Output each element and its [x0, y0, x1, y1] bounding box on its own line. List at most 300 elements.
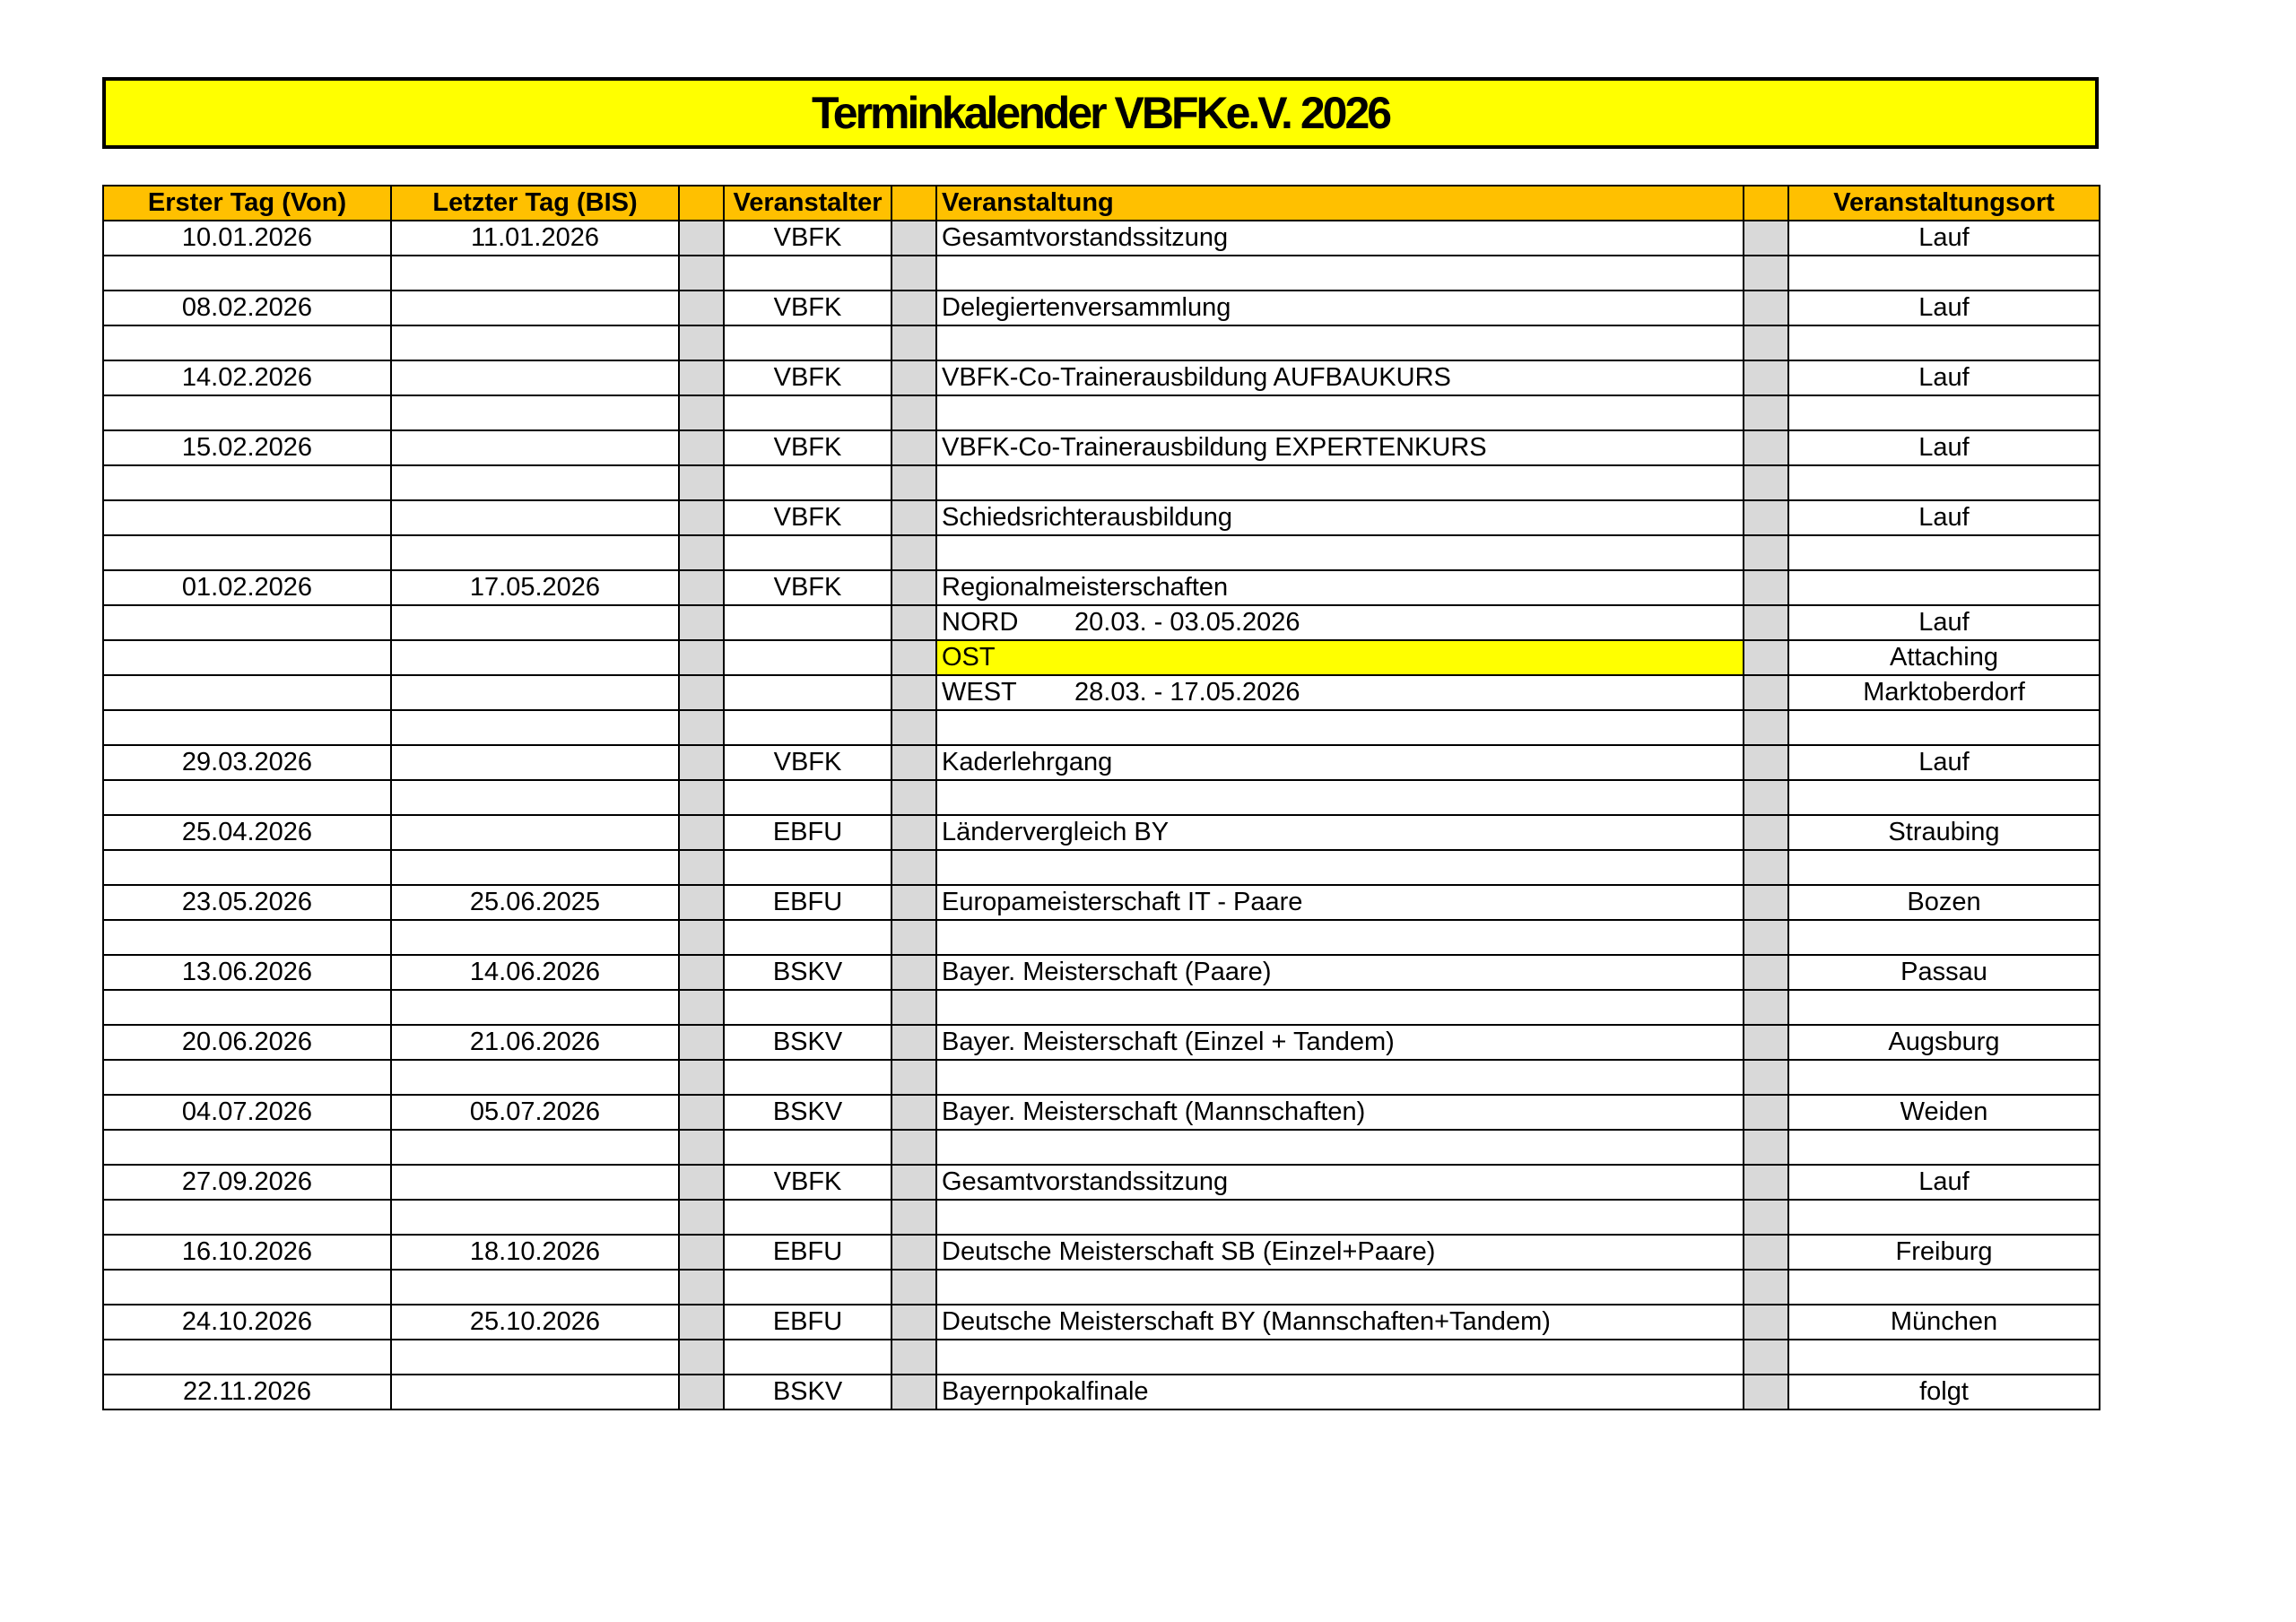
event-cell [936, 1270, 1744, 1305]
table-row [103, 1025, 2100, 1060]
organizer-cell: VBFK [724, 570, 891, 605]
from-date-cell: 14.02.2026 [103, 360, 391, 395]
spacer-cell [679, 395, 724, 430]
event-cell: Delegiertenversammlung [936, 291, 1744, 325]
spacer-cell [891, 1270, 936, 1305]
to-date-cell [391, 1060, 679, 1095]
organizer-cell [724, 780, 891, 815]
location-cell: Bozen [1788, 885, 2100, 920]
spacer-cell [891, 990, 936, 1025]
event-cell: Bayer. Meisterschaft (Einzel + Tandem) [936, 1025, 1744, 1060]
table-row [103, 570, 2100, 605]
spacer-cell [1744, 745, 1788, 780]
spacer-cell [679, 500, 724, 535]
organizer-cell [724, 850, 891, 885]
from-date-cell: 16.10.2026 [103, 1235, 391, 1270]
spacer-cell [1744, 256, 1788, 291]
location-cell [1788, 1270, 2100, 1305]
organizer-cell [724, 256, 891, 291]
event-cell: Ländervergleich BY [936, 815, 1744, 850]
spacer-cell [679, 780, 724, 815]
spacer-cell [1744, 465, 1788, 500]
spacer-cell [891, 640, 936, 675]
table-row [103, 360, 2100, 395]
spacer-cell [1744, 920, 1788, 955]
region-label: OST [942, 643, 996, 672]
to-date-cell: 25.06.2025 [391, 885, 679, 920]
to-date-cell [391, 1165, 679, 1200]
spacer-cell [1744, 990, 1788, 1025]
table-row [103, 500, 2100, 535]
spacer-cell [679, 815, 724, 850]
spacer-cell [1744, 1305, 1788, 1340]
to-date-cell: 11.01.2026 [391, 221, 679, 256]
location-cell [1788, 395, 2100, 430]
to-date-cell [391, 430, 679, 465]
event-cell [936, 675, 1744, 710]
spacer-cell [891, 1095, 936, 1130]
spacer-cell [679, 675, 724, 710]
table-row [103, 1060, 2100, 1095]
spacer-cell [679, 430, 724, 465]
event-cell [936, 325, 1744, 360]
location-cell [1788, 920, 2100, 955]
from-date-cell: 15.02.2026 [103, 430, 391, 465]
event-cell [936, 465, 1744, 500]
event-cell [936, 1130, 1744, 1165]
spacer-cell [891, 885, 936, 920]
event-cell [936, 710, 1744, 745]
location-cell [1788, 850, 2100, 885]
event-cell [936, 920, 1744, 955]
spacer-cell [1744, 291, 1788, 325]
from-date-cell [103, 850, 391, 885]
event-cell: VBFK-Co-Trainerausbildung AUFBAUKURS [936, 360, 1744, 395]
spacer-cell [679, 1340, 724, 1375]
spacer-cell [1744, 1025, 1788, 1060]
location-cell [1788, 1200, 2100, 1235]
event-cell [936, 256, 1744, 291]
organizer-cell: BSKV [724, 1095, 891, 1130]
location-cell: Augsburg [1788, 1025, 2100, 1060]
spacer-cell [679, 745, 724, 780]
spacer-cell [1744, 955, 1788, 990]
spacer-cell [891, 500, 936, 535]
spacer-cell [1744, 1375, 1788, 1409]
organizer-cell: BSKV [724, 1375, 891, 1409]
spacer-cell [679, 465, 724, 500]
spacer-cell [891, 815, 936, 850]
spacer-cell [1744, 1200, 1788, 1235]
to-date-cell [391, 465, 679, 500]
spacer-cell [1744, 1130, 1788, 1165]
organizer-cell [724, 1270, 891, 1305]
location-cell: München [1788, 1305, 2100, 1340]
spacer-cell [679, 1305, 724, 1340]
organizer-cell [724, 640, 891, 675]
location-cell [1788, 535, 2100, 570]
organizer-cell [724, 675, 891, 710]
table-row [103, 1340, 2100, 1375]
from-date-cell [103, 500, 391, 535]
spacer-cell [1744, 325, 1788, 360]
spacer-cell [891, 1025, 936, 1060]
organizer-cell [724, 1060, 891, 1095]
from-date-cell: 01.02.2026 [103, 570, 391, 605]
event-cell: Deutsche Meisterschaft BY (Mannschaften+Tandem) [936, 1305, 1744, 1340]
from-date-cell: 27.09.2026 [103, 1165, 391, 1200]
location-cell: Lauf [1788, 500, 2100, 535]
to-date-cell [391, 920, 679, 955]
organizer-cell: VBFK [724, 1165, 891, 1200]
spacer-cell [679, 1235, 724, 1270]
header-organizer: Veranstalter [724, 186, 891, 221]
spacer-cell [679, 1025, 724, 1060]
spacer-cell [679, 640, 724, 675]
spacer-cell [1744, 1095, 1788, 1130]
table-row [103, 291, 2100, 325]
to-date-cell [391, 500, 679, 535]
spacer-cell [679, 885, 724, 920]
from-date-cell: 20.06.2026 [103, 1025, 391, 1060]
organizer-cell [724, 990, 891, 1025]
organizer-cell: VBFK [724, 221, 891, 256]
to-date-cell [391, 675, 679, 710]
table-row [103, 885, 2100, 920]
from-date-cell [103, 325, 391, 360]
spacer-cell [1744, 605, 1788, 640]
from-date-cell [103, 535, 391, 570]
organizer-cell: EBFU [724, 1305, 891, 1340]
table-row [103, 1305, 2100, 1340]
to-date-cell [391, 990, 679, 1025]
spacer-cell [891, 395, 936, 430]
to-date-cell: 21.06.2026 [391, 1025, 679, 1060]
event-cell: Gesamtvorstandssitzung [936, 221, 1744, 256]
table-row [103, 675, 2100, 710]
location-cell [1788, 710, 2100, 745]
spacer-cell [891, 1305, 936, 1340]
location-cell [1788, 1340, 2100, 1375]
organizer-cell [724, 605, 891, 640]
from-date-cell [103, 465, 391, 500]
event-cell: Bayer. Meisterschaft (Paare) [936, 955, 1744, 990]
spacer-cell [679, 955, 724, 990]
event-cell: VBFK-Co-Trainerausbildung EXPERTENKURS [936, 430, 1744, 465]
location-cell [1788, 1060, 2100, 1095]
table-row [103, 1130, 2100, 1165]
location-cell: Weiden [1788, 1095, 2100, 1130]
to-date-cell: 05.07.2026 [391, 1095, 679, 1130]
organizer-cell: VBFK [724, 360, 891, 395]
spacer-cell [1744, 780, 1788, 815]
event-cell [936, 1340, 1744, 1375]
table-row [103, 815, 2100, 850]
to-date-cell [391, 360, 679, 395]
spacer-cell [1744, 500, 1788, 535]
spacer-cell [891, 535, 936, 570]
from-date-cell [103, 990, 391, 1025]
to-date-cell [391, 395, 679, 430]
spacer-cell [891, 780, 936, 815]
organizer-cell: EBFU [724, 815, 891, 850]
spacer-cell [1744, 1060, 1788, 1095]
from-date-cell [103, 256, 391, 291]
table-row [103, 325, 2100, 360]
spacer-cell [679, 850, 724, 885]
organizer-cell: BSKV [724, 1025, 891, 1060]
table-row [103, 640, 2100, 675]
spacer-cell [891, 570, 936, 605]
spacer-cell [679, 710, 724, 745]
spacer-cell [891, 850, 936, 885]
spacer-cell [891, 745, 936, 780]
from-date-cell: 25.04.2026 [103, 815, 391, 850]
spacer-cell [891, 1200, 936, 1235]
event-cell [936, 640, 1744, 675]
spacer-cell [679, 291, 724, 325]
header-row [103, 186, 2100, 221]
organizer-cell [724, 1200, 891, 1235]
location-cell [1788, 465, 2100, 500]
organizer-cell [724, 465, 891, 500]
organizer-cell [724, 325, 891, 360]
from-date-cell: 22.11.2026 [103, 1375, 391, 1409]
organizer-cell: VBFK [724, 430, 891, 465]
spacer-cell [679, 1130, 724, 1165]
spacer-cell [1744, 1165, 1788, 1200]
from-date-cell [103, 395, 391, 430]
to-date-cell [391, 745, 679, 780]
to-date-cell [391, 815, 679, 850]
organizer-cell: VBFK [724, 745, 891, 780]
organizer-cell: VBFK [724, 500, 891, 535]
location-cell [1788, 325, 2100, 360]
spacer-cell [891, 1235, 936, 1270]
table-row [103, 221, 2100, 256]
spacer-cell [891, 920, 936, 955]
from-date-cell [103, 675, 391, 710]
event-cell [936, 605, 1744, 640]
location-cell: Marktoberdorf [1788, 675, 2100, 710]
region-dates: 28.03. - 17.05.2026 [1074, 678, 1300, 707]
location-cell [1788, 990, 2100, 1025]
to-date-cell: 14.06.2026 [391, 955, 679, 990]
event-cell [936, 990, 1744, 1025]
location-cell: folgt [1788, 1375, 2100, 1409]
spacer-cell [1744, 395, 1788, 430]
spacer-cell [679, 1095, 724, 1130]
from-date-cell: 24.10.2026 [103, 1305, 391, 1340]
from-date-cell: 10.01.2026 [103, 221, 391, 256]
spacer-cell [1744, 1235, 1788, 1270]
to-date-cell: 18.10.2026 [391, 1235, 679, 1270]
organizer-cell: BSKV [724, 955, 891, 990]
table-row [103, 430, 2100, 465]
from-date-cell [103, 1340, 391, 1375]
region-dates: 20.03. - 03.05.2026 [1074, 608, 1300, 637]
event-cell: Gesamtvorstandssitzung [936, 1165, 1744, 1200]
spacer-cell [679, 186, 724, 221]
spacer-cell [679, 1200, 724, 1235]
spacer-cell [891, 430, 936, 465]
location-cell [1788, 1130, 2100, 1165]
location-cell: Lauf [1788, 221, 2100, 256]
spacer-cell [891, 1375, 936, 1409]
table-row [103, 780, 2100, 815]
location-cell: Lauf [1788, 360, 2100, 395]
table-row [103, 1165, 2100, 1200]
spacer-cell [891, 325, 936, 360]
location-cell: Lauf [1788, 605, 2100, 640]
from-date-cell: 23.05.2026 [103, 885, 391, 920]
organizer-cell: EBFU [724, 1235, 891, 1270]
from-date-cell: 08.02.2026 [103, 291, 391, 325]
location-cell [1788, 780, 2100, 815]
from-date-cell [103, 780, 391, 815]
table-row [103, 1270, 2100, 1305]
location-cell: Passau [1788, 955, 2100, 990]
from-date-cell [103, 710, 391, 745]
to-date-cell [391, 1130, 679, 1165]
from-date-cell: 29.03.2026 [103, 745, 391, 780]
from-date-cell [103, 1270, 391, 1305]
to-date-cell [391, 780, 679, 815]
spacer-cell [679, 256, 724, 291]
event-cell: Europameisterschaft IT - Paare [936, 885, 1744, 920]
to-date-cell: 17.05.2026 [391, 570, 679, 605]
table-row [103, 1375, 2100, 1409]
calendar-body [103, 221, 2100, 1409]
spacer-cell [679, 360, 724, 395]
region-label: NORD [942, 608, 1019, 637]
location-cell: Lauf [1788, 430, 2100, 465]
event-cell: Bayernpokalfinale [936, 1375, 1744, 1409]
spacer-cell [679, 325, 724, 360]
from-date-cell: 13.06.2026 [103, 955, 391, 990]
location-cell: Freiburg [1788, 1235, 2100, 1270]
spacer-cell [891, 1060, 936, 1095]
location-cell: Lauf [1788, 291, 2100, 325]
spacer-cell [891, 465, 936, 500]
calendar-table [102, 185, 2100, 1410]
event-cell [936, 1060, 1744, 1095]
to-date-cell [391, 291, 679, 325]
region-label: WEST [942, 678, 1017, 707]
event-cell [936, 1200, 1744, 1235]
spacer-cell [679, 1165, 724, 1200]
event-cell [936, 780, 1744, 815]
spacer-cell [891, 186, 936, 221]
spacer-cell [1744, 430, 1788, 465]
from-date-cell [103, 605, 391, 640]
table-row [103, 1200, 2100, 1235]
table-row [103, 990, 2100, 1025]
table-row [103, 465, 2100, 500]
spacer-cell [1744, 570, 1788, 605]
to-date-cell [391, 1270, 679, 1305]
organizer-cell [724, 535, 891, 570]
event-cell [936, 850, 1744, 885]
spacer-cell [891, 221, 936, 256]
spacer-cell [891, 360, 936, 395]
event-cell: Schiedsrichterausbildung [936, 500, 1744, 535]
from-date-cell [103, 1200, 391, 1235]
spacer-cell [679, 1270, 724, 1305]
header-from: Erster Tag (Von) [103, 186, 391, 221]
spacer-cell [891, 710, 936, 745]
to-date-cell [391, 1200, 679, 1235]
spacer-cell [1744, 815, 1788, 850]
location-cell [1788, 570, 2100, 605]
spacer-cell [891, 256, 936, 291]
spacer-cell [679, 570, 724, 605]
table-row [103, 745, 2100, 780]
spacer-cell [1744, 710, 1788, 745]
to-date-cell: 25.10.2026 [391, 1305, 679, 1340]
table-row [103, 850, 2100, 885]
location-cell: Lauf [1788, 1165, 2100, 1200]
spacer-cell [1744, 360, 1788, 395]
header-event: Veranstaltung [936, 186, 1744, 221]
spacer-cell [891, 605, 936, 640]
table-row [103, 535, 2100, 570]
to-date-cell [391, 850, 679, 885]
location-cell [1788, 256, 2100, 291]
organizer-cell: EBFU [724, 885, 891, 920]
spacer-cell [1744, 675, 1788, 710]
table-row [103, 395, 2100, 430]
to-date-cell [391, 1375, 679, 1409]
from-date-cell: 04.07.2026 [103, 1095, 391, 1130]
to-date-cell [391, 640, 679, 675]
organizer-cell [724, 920, 891, 955]
to-date-cell [391, 605, 679, 640]
title-banner [102, 77, 2099, 149]
spacer-cell [1744, 850, 1788, 885]
organizer-cell [724, 1340, 891, 1375]
organizer-cell: VBFK [724, 291, 891, 325]
to-date-cell [391, 1340, 679, 1375]
spacer-cell [679, 605, 724, 640]
organizer-cell [724, 395, 891, 430]
location-cell: Lauf [1788, 745, 2100, 780]
table-row [103, 955, 2100, 990]
event-cell: Regionalmeisterschaften [936, 570, 1744, 605]
to-date-cell [391, 325, 679, 360]
table-row [103, 605, 2100, 640]
spacer-cell [891, 675, 936, 710]
table-row [103, 256, 2100, 291]
spacer-cell [891, 1340, 936, 1375]
spacer-cell [891, 291, 936, 325]
table-row [103, 1095, 2100, 1130]
from-date-cell [103, 920, 391, 955]
event-cell [936, 535, 1744, 570]
spacer-cell [891, 1165, 936, 1200]
event-cell [936, 395, 1744, 430]
spacer-cell [891, 1130, 936, 1165]
from-date-cell [103, 1130, 391, 1165]
spacer-cell [679, 535, 724, 570]
spacer-cell [1744, 221, 1788, 256]
header-location: Veranstaltungsort [1788, 186, 2100, 221]
organizer-cell [724, 1130, 891, 1165]
table-row [103, 1235, 2100, 1270]
spacer-cell [679, 920, 724, 955]
to-date-cell [391, 710, 679, 745]
spacer-cell [891, 955, 936, 990]
